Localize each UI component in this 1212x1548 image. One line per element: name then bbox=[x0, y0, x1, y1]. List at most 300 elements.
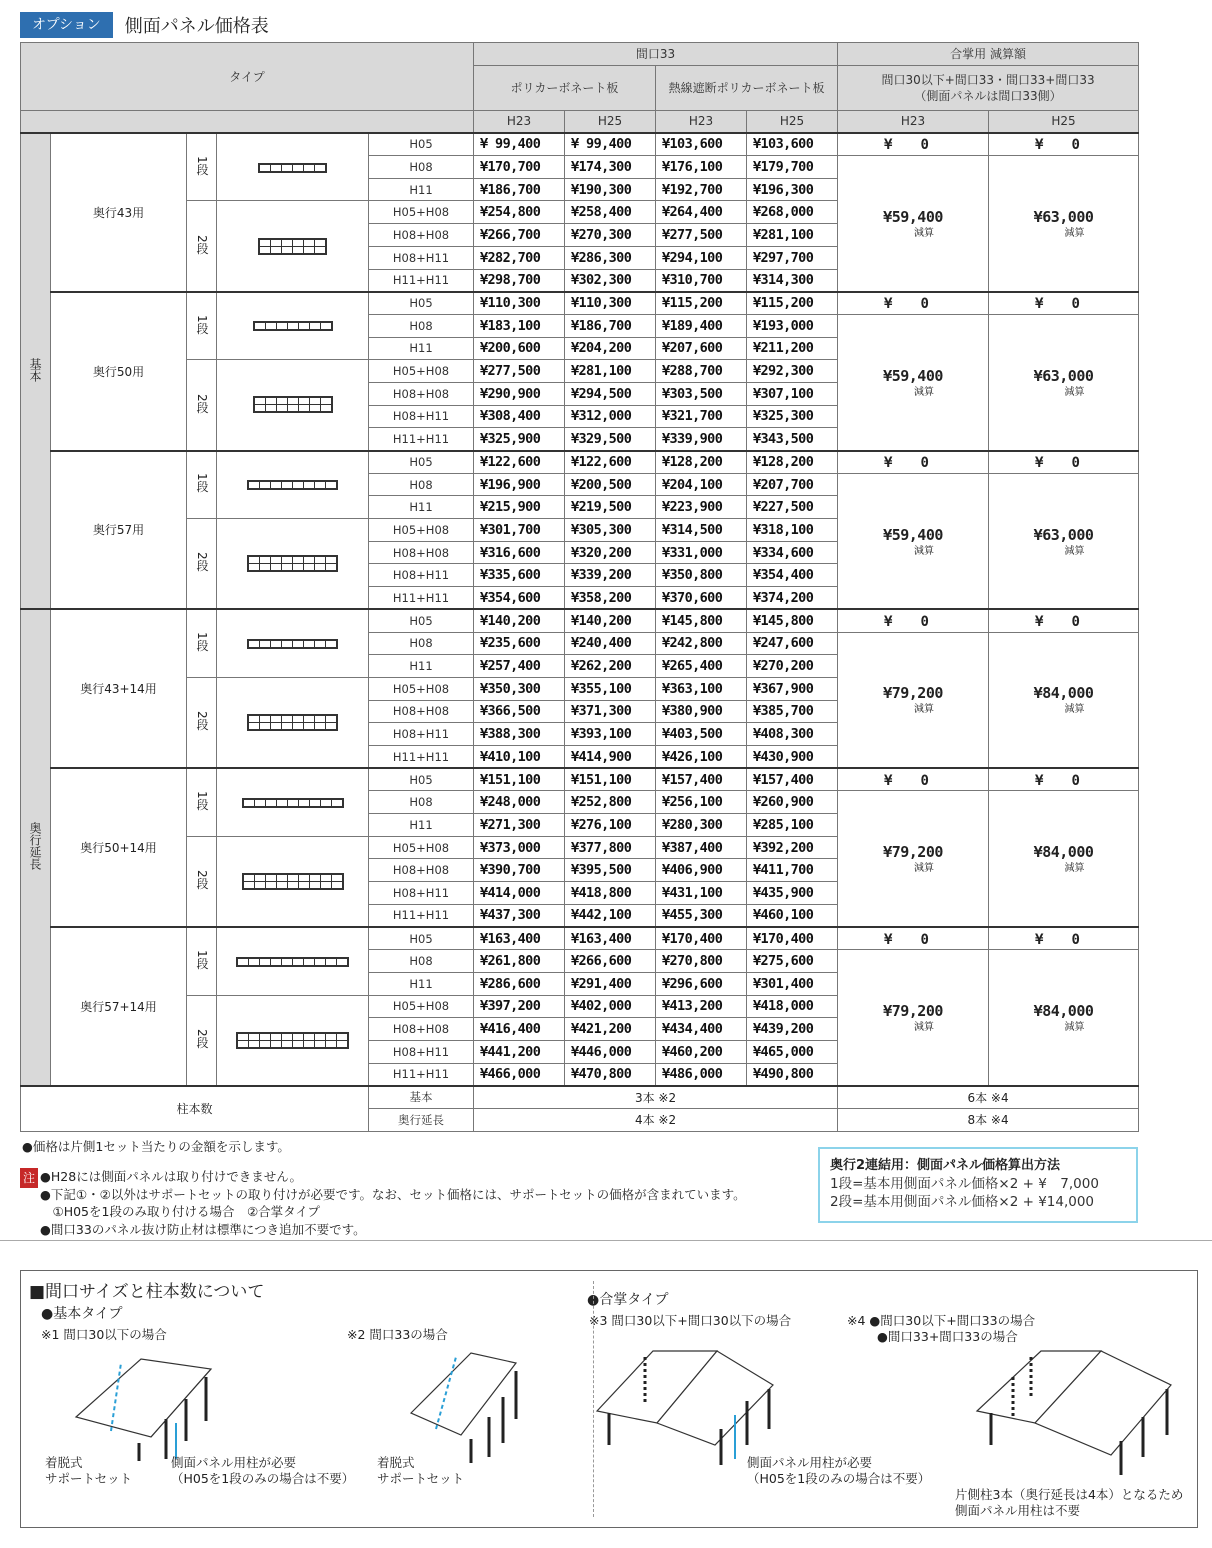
gassho-sub: （側面パネルは間口33側） bbox=[914, 88, 1062, 103]
price-cell: ¥240,400 bbox=[565, 632, 656, 655]
h25-header: H25 bbox=[565, 110, 656, 133]
price-cell: ¥179,700 bbox=[747, 156, 838, 179]
post-label2: （H05を1段のみの場合は不要） bbox=[747, 1471, 931, 1486]
reduction-zero: ¥ 0 bbox=[838, 133, 989, 156]
price-cell: ¥227,500 bbox=[747, 496, 838, 519]
panel-diagram bbox=[217, 519, 369, 610]
note-marker: 注 bbox=[20, 1168, 38, 1188]
reduction-amount bbox=[838, 632, 989, 768]
price-cell: ¥408,300 bbox=[747, 723, 838, 746]
price-cell: ¥262,200 bbox=[565, 655, 656, 678]
panel-grid-icon bbox=[242, 873, 344, 890]
price-cell: ¥276,100 bbox=[565, 814, 656, 837]
level-label-text: 1段 bbox=[195, 473, 209, 494]
height-code: H05 bbox=[369, 451, 474, 474]
price-cell: ¥302,300 bbox=[565, 269, 656, 292]
support-label1: 着脱式 bbox=[45, 1455, 83, 1470]
type-header: タイプ bbox=[21, 43, 474, 111]
price-cell: ¥406,900 bbox=[656, 859, 747, 882]
calc-line: 1段=基本用側面パネル価格×2 + ¥ 7,000 bbox=[830, 1176, 1099, 1192]
price-cell: ¥115,200 bbox=[747, 292, 838, 315]
price-cell: ¥486,000 bbox=[656, 1063, 747, 1086]
price-cell: ¥128,200 bbox=[656, 451, 747, 474]
price-cell: ¥321,700 bbox=[656, 405, 747, 428]
price-cell: ¥204,200 bbox=[565, 337, 656, 360]
price-cell: ¥312,000 bbox=[565, 405, 656, 428]
price-cell: ¥411,700 bbox=[747, 859, 838, 882]
price-cell: ¥310,700 bbox=[656, 269, 747, 292]
height-code: H11+H11 bbox=[369, 904, 474, 927]
reduction-value: ¥84,000 bbox=[1033, 1001, 1094, 1020]
price-cell: ¥207,600 bbox=[656, 337, 747, 360]
price-cell: ¥377,800 bbox=[565, 836, 656, 859]
reduction-zero: ¥ 0 bbox=[838, 292, 989, 315]
support-label1: 着脱式 bbox=[377, 1455, 415, 1470]
price-cell: ¥430,900 bbox=[747, 745, 838, 768]
level-label-text: 1段 bbox=[195, 314, 209, 335]
reduction-zero: ¥ 0 bbox=[989, 768, 1139, 791]
price-cell: ¥490,800 bbox=[747, 1063, 838, 1086]
price-cell: ¥402,000 bbox=[565, 995, 656, 1018]
reduction-zero: ¥ 0 bbox=[989, 927, 1139, 950]
reduction-value: ¥59,400 bbox=[883, 525, 943, 544]
height-code: H08+H08 bbox=[369, 224, 474, 247]
level-label-text: 1段 bbox=[195, 155, 209, 176]
table-row bbox=[21, 451, 1139, 474]
level-label-text: 2段 bbox=[195, 711, 209, 731]
price-cell: ¥460,200 bbox=[656, 1040, 747, 1063]
page-title: 側面パネル価格表 bbox=[124, 16, 269, 37]
panel-grid-icon bbox=[236, 1032, 349, 1049]
price-cell: ¥290,900 bbox=[474, 382, 565, 405]
price-cell: ¥466,000 bbox=[474, 1063, 565, 1086]
reduction-note: 減算 bbox=[1064, 386, 1085, 398]
calc-line: 2段=基本用側面パネル価格×2 + ¥14,000 bbox=[830, 1194, 1095, 1210]
panel-diagram bbox=[217, 836, 369, 927]
price-cell: ¥151,100 bbox=[474, 768, 565, 791]
note1: ※1 間口30以下の場合 bbox=[41, 1327, 167, 1342]
price-cell: ¥414,900 bbox=[565, 745, 656, 768]
panel-diagram bbox=[217, 927, 369, 995]
reduction-note: 減算 bbox=[914, 545, 935, 557]
price-cell: ¥248,000 bbox=[474, 791, 565, 814]
note2: ※2 間口33の場合 bbox=[347, 1327, 448, 1342]
price-cell: ¥325,900 bbox=[474, 428, 565, 451]
price-cell: ¥354,600 bbox=[474, 587, 565, 610]
note3: ※3 間口30以下+間口30以下の場合 bbox=[589, 1313, 792, 1328]
carport-basic-1-illustration bbox=[61, 1341, 231, 1461]
price-cell: ¥268,000 bbox=[747, 201, 838, 224]
price-cell: ¥410,100 bbox=[474, 745, 565, 768]
price-cell: ¥292,300 bbox=[747, 360, 838, 383]
price-cell: ¥140,200 bbox=[474, 609, 565, 632]
price-cell: ¥275,600 bbox=[747, 950, 838, 973]
reduction-amount bbox=[838, 473, 989, 609]
panel-diagram bbox=[217, 995, 369, 1086]
height-code: H11 bbox=[369, 178, 474, 201]
price-cell: ¥329,500 bbox=[565, 428, 656, 451]
price-cell: ¥374,200 bbox=[747, 587, 838, 610]
price-cell: ¥325,300 bbox=[747, 405, 838, 428]
carport-gassho-4-illustration bbox=[971, 1345, 1191, 1475]
price-cell: ¥ 99,400 bbox=[565, 133, 656, 156]
price-cell: ¥257,400 bbox=[474, 655, 565, 678]
group-label-text: 奥行延長 bbox=[28, 822, 42, 871]
gassho-desc-header bbox=[838, 65, 1139, 110]
reduction-value: ¥79,200 bbox=[883, 843, 943, 862]
height-code: H08+H11 bbox=[369, 405, 474, 428]
reduction-zero: ¥ 0 bbox=[838, 451, 989, 474]
price-cell: ¥308,400 bbox=[474, 405, 565, 428]
price-cell: ¥343,500 bbox=[747, 428, 838, 451]
price-cell: ¥122,600 bbox=[565, 451, 656, 474]
reduction-note: 減算 bbox=[914, 1021, 935, 1033]
price-cell: ¥298,700 bbox=[474, 269, 565, 292]
height-code: H05 bbox=[369, 292, 474, 315]
price-cell: ¥270,200 bbox=[747, 655, 838, 678]
carport-gassho-3-illustration bbox=[593, 1345, 783, 1465]
section-type bbox=[51, 133, 187, 292]
price-cell: ¥ 99,400 bbox=[474, 133, 565, 156]
price-cell: ¥413,200 bbox=[656, 995, 747, 1018]
price-cell: ¥266,600 bbox=[565, 950, 656, 973]
height-code: H08+H11 bbox=[369, 882, 474, 905]
height-code: H11 bbox=[369, 814, 474, 837]
price-cell: ¥254,800 bbox=[474, 201, 565, 224]
height-code: H08 bbox=[369, 791, 474, 814]
price-cell: ¥186,700 bbox=[565, 314, 656, 337]
reduction-value: ¥59,400 bbox=[883, 207, 943, 226]
reduction-note: 減算 bbox=[914, 704, 935, 716]
level-label bbox=[187, 768, 217, 836]
reduction-zero: ¥ 0 bbox=[989, 133, 1139, 156]
price-cell: ¥110,300 bbox=[565, 292, 656, 315]
price-cell: ¥174,300 bbox=[565, 156, 656, 179]
price-cell: ¥270,300 bbox=[565, 224, 656, 247]
price-cell: ¥435,900 bbox=[747, 882, 838, 905]
price-cell: ¥439,200 bbox=[747, 1018, 838, 1041]
polycarbonate-header: ポリカーボネート板 bbox=[474, 65, 656, 110]
price-cell: ¥247,600 bbox=[747, 632, 838, 655]
table-row bbox=[21, 927, 1139, 950]
height-code: H05+H08 bbox=[369, 201, 474, 224]
price-cell: ¥270,800 bbox=[656, 950, 747, 973]
divider bbox=[0, 1240, 1212, 1241]
price-note bbox=[22, 1138, 822, 1155]
price-cell: ¥223,900 bbox=[656, 496, 747, 519]
price-table bbox=[20, 42, 1139, 1132]
price-cell: ¥281,100 bbox=[747, 224, 838, 247]
price-cell: ¥252,800 bbox=[565, 791, 656, 814]
price-cell: ¥110,300 bbox=[474, 292, 565, 315]
gassho-header: 合掌用 減算額 bbox=[838, 43, 1139, 66]
reduction-value: ¥63,000 bbox=[1033, 366, 1094, 385]
height-code: H11+H11 bbox=[369, 428, 474, 451]
post-kind: 奥行延長 bbox=[369, 1108, 474, 1131]
price-cell: ¥260,900 bbox=[747, 791, 838, 814]
price-cell: ¥207,700 bbox=[747, 473, 838, 496]
price-cell: ¥470,800 bbox=[565, 1063, 656, 1086]
price-cell: ¥380,900 bbox=[656, 700, 747, 723]
price-cell: ¥314,300 bbox=[747, 269, 838, 292]
price-cell: ¥176,100 bbox=[656, 156, 747, 179]
panel-grid-icon bbox=[247, 639, 338, 649]
note-item: ●H28には側面パネルは取り付けできません。 bbox=[40, 1169, 302, 1184]
section-type-text: 奥行43+14用 bbox=[80, 682, 157, 697]
price-cell: ¥186,700 bbox=[474, 178, 565, 201]
reduction-note: 減算 bbox=[914, 386, 935, 398]
h23-header: H23 bbox=[656, 110, 747, 133]
price-cell: ¥354,400 bbox=[747, 564, 838, 587]
price-cell: ¥242,800 bbox=[656, 632, 747, 655]
price-cell: ¥370,600 bbox=[656, 587, 747, 610]
section-type bbox=[51, 609, 187, 768]
price-cell: ¥103,600 bbox=[656, 133, 747, 156]
height-code: H05 bbox=[369, 768, 474, 791]
height-code: H08 bbox=[369, 156, 474, 179]
diagram-panel bbox=[20, 1270, 1198, 1528]
price-cell: ¥193,000 bbox=[747, 314, 838, 337]
level-label bbox=[187, 677, 217, 768]
price-cell: ¥196,900 bbox=[474, 473, 565, 496]
panel-diagram bbox=[217, 133, 369, 201]
section-type-text: 奥行43用 bbox=[92, 205, 145, 220]
height-code: H05 bbox=[369, 609, 474, 632]
panel-grid-icon bbox=[253, 396, 333, 413]
type-subheader-blank bbox=[21, 110, 474, 133]
group-label bbox=[21, 609, 51, 1085]
level-label-text: 1段 bbox=[195, 791, 209, 811]
price-cell: ¥392,200 bbox=[747, 836, 838, 859]
reduction-zero: ¥ 0 bbox=[838, 609, 989, 632]
height-code: H11 bbox=[369, 655, 474, 678]
panel-diagram bbox=[217, 768, 369, 836]
section-type bbox=[51, 927, 187, 1086]
price-cell: ¥291,400 bbox=[565, 972, 656, 995]
price-cell: ¥140,200 bbox=[565, 609, 656, 632]
panel-diagram bbox=[217, 609, 369, 677]
height-code: H08+H08 bbox=[369, 1018, 474, 1041]
price-cell: ¥442,100 bbox=[565, 904, 656, 927]
price-cell: ¥367,900 bbox=[747, 677, 838, 700]
price-cell: ¥335,600 bbox=[474, 564, 565, 587]
price-cell: ¥265,400 bbox=[656, 655, 747, 678]
option-badge: オプション bbox=[20, 12, 113, 38]
panel-grid-icon bbox=[258, 163, 327, 173]
price-cell: ¥170,400 bbox=[656, 927, 747, 950]
price-cell: ¥266,700 bbox=[474, 224, 565, 247]
price-cell: ¥305,300 bbox=[565, 519, 656, 542]
price-cell: ¥294,500 bbox=[565, 382, 656, 405]
price-cell: ¥390,700 bbox=[474, 859, 565, 882]
price-cell: ¥358,200 bbox=[565, 587, 656, 610]
price-cell: ¥388,300 bbox=[474, 723, 565, 746]
reduction-amount bbox=[989, 950, 1139, 1086]
price-cell: ¥307,100 bbox=[747, 382, 838, 405]
panel-diagram bbox=[217, 292, 369, 360]
panel-grid-icon bbox=[236, 957, 349, 967]
price-cell: ¥363,100 bbox=[656, 677, 747, 700]
price-cell: ¥277,500 bbox=[656, 224, 747, 247]
price-cell: ¥318,100 bbox=[747, 519, 838, 542]
h25-header: H25 bbox=[989, 110, 1139, 133]
price-cell: ¥294,100 bbox=[656, 246, 747, 269]
level-label bbox=[187, 995, 217, 1086]
reduction-zero: ¥ 0 bbox=[989, 451, 1139, 474]
price-cell: ¥157,400 bbox=[656, 768, 747, 791]
post-label1: 側面パネル用柱が必要 bbox=[171, 1455, 297, 1470]
height-code: H11+H11 bbox=[369, 587, 474, 610]
right-note1: 片側柱3本（奥行延長は4本）となるため bbox=[955, 1487, 1184, 1502]
post-kind: 基本 bbox=[369, 1086, 474, 1109]
height-code: H05+H08 bbox=[369, 995, 474, 1018]
price-cell: ¥264,400 bbox=[656, 201, 747, 224]
reduction-note: 減算 bbox=[1064, 1021, 1085, 1033]
level-label bbox=[187, 201, 217, 292]
height-code: H08+H08 bbox=[369, 382, 474, 405]
right-note2: 側面パネル用柱は不要 bbox=[955, 1503, 1081, 1518]
section-type-text: 奥行57用 bbox=[92, 523, 145, 538]
reduction-value: ¥63,000 bbox=[1033, 525, 1094, 544]
level-label-text: 2段 bbox=[195, 1028, 209, 1049]
table-row bbox=[21, 768, 1139, 791]
reduction-note: 減算 bbox=[1064, 704, 1085, 716]
price-cell: ¥434,400 bbox=[656, 1018, 747, 1041]
price-cell: ¥286,600 bbox=[474, 972, 565, 995]
height-code: H11 bbox=[369, 496, 474, 519]
level-label-text: 1段 bbox=[195, 632, 209, 652]
price-cell: ¥277,500 bbox=[474, 360, 565, 383]
level-label bbox=[187, 519, 217, 610]
price-cell: ¥288,700 bbox=[656, 360, 747, 383]
price-cell: ¥431,100 bbox=[656, 882, 747, 905]
level-label-text: 2段 bbox=[195, 552, 209, 572]
maguchi33-header: 間口33 bbox=[474, 43, 838, 66]
reduction-zero: ¥ 0 bbox=[989, 609, 1139, 632]
height-code: H08+H08 bbox=[369, 700, 474, 723]
price-cell: ¥157,400 bbox=[747, 768, 838, 791]
price-cell: ¥211,200 bbox=[747, 337, 838, 360]
reduction-amount bbox=[989, 632, 1139, 768]
price-cell: ¥387,400 bbox=[656, 836, 747, 859]
price-cell: ¥258,400 bbox=[565, 201, 656, 224]
height-code: H11 bbox=[369, 337, 474, 360]
price-cell: ¥256,100 bbox=[656, 791, 747, 814]
panel-grid-icon bbox=[247, 480, 338, 490]
price-cell: ¥282,700 bbox=[474, 246, 565, 269]
price-cell: ¥441,200 bbox=[474, 1040, 565, 1063]
group-label-text: 基本 bbox=[28, 357, 42, 382]
price-cell: ¥355,100 bbox=[565, 677, 656, 700]
price-cell: ¥122,600 bbox=[474, 451, 565, 474]
level-label bbox=[187, 836, 217, 927]
price-cell: ¥189,400 bbox=[656, 314, 747, 337]
price-cell: ¥303,500 bbox=[656, 382, 747, 405]
price-cell: ¥316,600 bbox=[474, 541, 565, 564]
h23-header: H23 bbox=[474, 110, 565, 133]
height-code: H08+H08 bbox=[369, 859, 474, 882]
post-count-gassho: 8本 ※4 bbox=[838, 1108, 1139, 1131]
price-table-body bbox=[21, 133, 1139, 1086]
price-cell: ¥196,300 bbox=[747, 178, 838, 201]
price-cell: ¥397,200 bbox=[474, 995, 565, 1018]
reduction-amount bbox=[838, 791, 989, 927]
reduction-note: 減算 bbox=[914, 227, 935, 239]
price-cell: ¥446,000 bbox=[565, 1040, 656, 1063]
price-cell: ¥395,500 bbox=[565, 859, 656, 882]
price-cell: ¥103,600 bbox=[747, 133, 838, 156]
price-cell: ¥271,300 bbox=[474, 814, 565, 837]
price-cell: ¥128,200 bbox=[747, 451, 838, 474]
height-code: H11+H11 bbox=[369, 1063, 474, 1086]
price-cell: ¥437,300 bbox=[474, 904, 565, 927]
reduction-amount bbox=[989, 791, 1139, 927]
price-cell: ¥115,200 bbox=[656, 292, 747, 315]
post-label1: 側面パネル用柱が必要 bbox=[747, 1455, 873, 1470]
diagram-title: ■間口サイズと柱本数について bbox=[29, 1282, 265, 1302]
height-code: H05 bbox=[369, 133, 474, 156]
table-row bbox=[21, 133, 1139, 156]
reduction-note: 減算 bbox=[914, 863, 935, 875]
section-type bbox=[51, 292, 187, 451]
table-row bbox=[21, 292, 1139, 315]
price-note-text: ●価格は片側1セット当たりの金額を示します。 bbox=[22, 1139, 290, 1154]
group-label bbox=[21, 133, 51, 609]
height-code: H08+H11 bbox=[369, 1040, 474, 1063]
panel-diagram bbox=[217, 677, 369, 768]
height-code: H08 bbox=[369, 314, 474, 337]
price-cell: ¥393,100 bbox=[565, 723, 656, 746]
reduction-value: ¥79,200 bbox=[883, 1001, 943, 1020]
price-cell: ¥418,000 bbox=[747, 995, 838, 1018]
price-cell: ¥170,400 bbox=[747, 927, 838, 950]
panel-grid-icon bbox=[242, 798, 344, 808]
reduction-amount bbox=[838, 314, 989, 450]
level-label bbox=[187, 927, 217, 995]
h23-header: H23 bbox=[838, 110, 989, 133]
price-cell: ¥281,100 bbox=[565, 360, 656, 383]
level-label bbox=[187, 133, 217, 201]
price-cell: ¥339,200 bbox=[565, 564, 656, 587]
height-code: H05+H08 bbox=[369, 677, 474, 700]
reduction-amount bbox=[838, 950, 989, 1086]
section-type-text: 奥行57+14用 bbox=[80, 999, 157, 1014]
basic-type-label: ●基本タイプ bbox=[41, 1306, 123, 1322]
price-cell: ¥183,100 bbox=[474, 314, 565, 337]
panel-grid-icon bbox=[247, 714, 338, 731]
price-cell: ¥331,000 bbox=[656, 541, 747, 564]
level-label-text: 2段 bbox=[195, 234, 209, 255]
gassho-type-label: ●合掌タイプ bbox=[587, 1292, 669, 1308]
reduction-value: ¥84,000 bbox=[1033, 843, 1094, 862]
price-cell: ¥350,300 bbox=[474, 677, 565, 700]
h25-header: H25 bbox=[747, 110, 838, 133]
price-cell: ¥301,700 bbox=[474, 519, 565, 542]
level-label-text: 2段 bbox=[195, 869, 209, 890]
level-label-text: 2段 bbox=[195, 393, 209, 414]
reduction-value: ¥79,200 bbox=[883, 684, 943, 703]
price-cell: ¥190,300 bbox=[565, 178, 656, 201]
support-label2: サポートセット bbox=[377, 1471, 465, 1486]
price-cell: ¥163,400 bbox=[474, 927, 565, 950]
level-label bbox=[187, 292, 217, 360]
note-item: ●間口33のパネル抜け防止材は標準につき追加不要です。 bbox=[40, 1221, 366, 1237]
price-cell: ¥320,200 bbox=[565, 541, 656, 564]
price-cell: ¥460,100 bbox=[747, 904, 838, 927]
price-cell: ¥314,500 bbox=[656, 519, 747, 542]
reduction-value: ¥84,000 bbox=[1033, 684, 1094, 703]
price-cell: ¥285,100 bbox=[747, 814, 838, 837]
